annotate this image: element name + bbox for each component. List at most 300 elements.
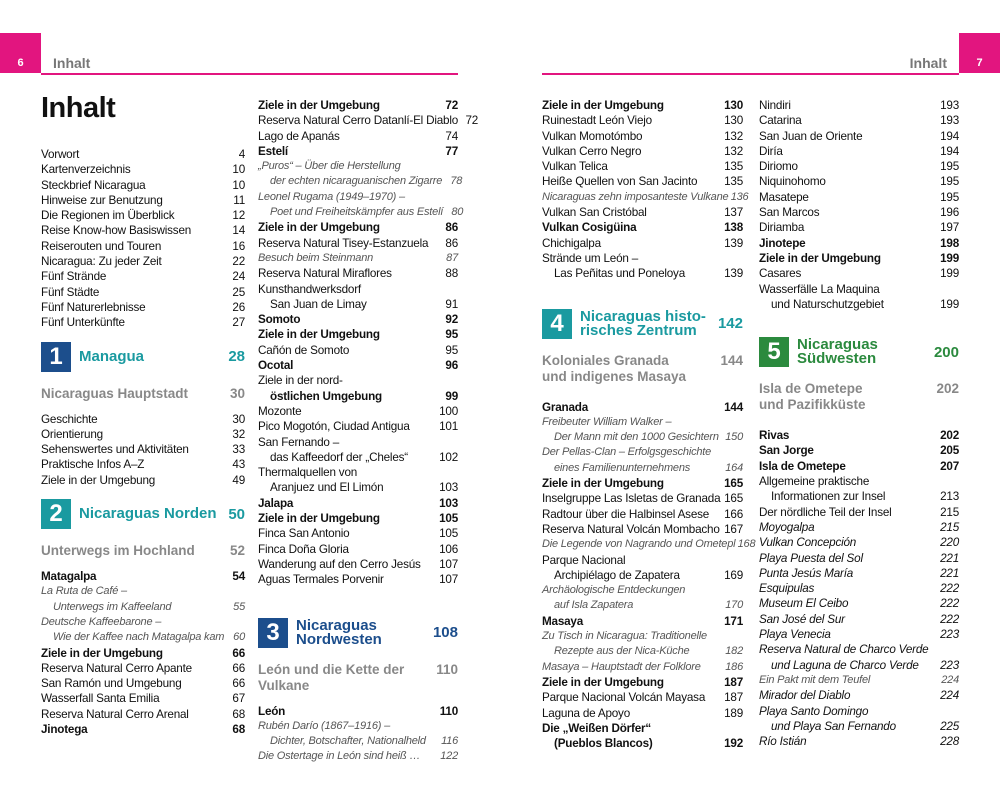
toc-entry-title: La Ruta de Café –	[41, 585, 127, 598]
toc-entry[interactable]	[258, 389, 458, 404]
toc-entry-page: 102	[439, 450, 458, 464]
toc-entry[interactable]	[542, 553, 743, 568]
toc-entry-title: Nindiri	[759, 99, 791, 112]
toc-entry-title: San Jorge	[759, 444, 814, 458]
toc-entry-title: Casares	[759, 267, 802, 281]
toc-entry[interactable]	[759, 428, 959, 443]
toc-entry-page: 222	[940, 612, 959, 626]
toc-entry[interactable]	[542, 491, 743, 506]
chapter-4-heading[interactable]	[542, 309, 743, 339]
toc-entry-title: Rivas	[759, 429, 790, 443]
toc-entry-title: Fünf Strände	[41, 270, 107, 284]
toc-entry-page: 86	[445, 221, 458, 235]
toc-entry-page: 103	[439, 496, 458, 510]
toc-entry[interactable]	[258, 251, 458, 266]
toc-entry[interactable]	[258, 526, 458, 541]
toc-entry-title: Reserva Natural Cerro Arenal	[41, 707, 189, 721]
toc-entry-title: Jinotega	[41, 723, 88, 737]
toc-entry-title: Somoto	[258, 313, 301, 327]
toc-entry-page: 187	[724, 691, 743, 705]
chapter-title-text: Nicaraguas Norden	[79, 505, 217, 523]
toc-entry[interactable]	[542, 266, 743, 281]
section-title: Unterwegs im Hochland	[41, 543, 195, 559]
toc-entry-page: 68	[232, 723, 245, 737]
toc-entry[interactable]	[258, 159, 458, 174]
toc-entry-title: Vulkan San Cristóbal	[542, 206, 647, 220]
toc-entry[interactable]	[542, 144, 743, 159]
page-number-left: 6	[17, 57, 24, 69]
toc-entry[interactable]	[542, 159, 743, 174]
toc-entry[interactable]	[759, 474, 959, 489]
toc-entry-title: Reserva Natural de Charco Verde	[759, 643, 929, 657]
toc-entry-title: Aguas Termales Porvenir	[258, 573, 384, 587]
toc-entry-title: Wie der Kaffee nach Matagalpa kam	[53, 631, 225, 644]
toc-entry-title: Deutsche Kaffeebarone –	[41, 615, 162, 628]
toc-entry[interactable]	[258, 719, 458, 734]
toc-entry-title: Reserva Natural Cerro Apante	[41, 661, 192, 675]
toc-entry-page: 116	[441, 735, 458, 748]
toc-entry[interactable]	[41, 442, 245, 457]
toc-entry-page: 43	[232, 458, 245, 472]
toc-entry[interactable]	[258, 480, 458, 495]
toc-entry[interactable]	[41, 676, 245, 691]
toc-entry-page: 32	[232, 427, 245, 441]
toc-entry[interactable]	[41, 162, 245, 177]
toc-entry[interactable]	[258, 404, 458, 419]
toc-column-1	[41, 92, 245, 737]
toc-entry[interactable]	[759, 144, 959, 159]
toc-entry[interactable]	[41, 269, 245, 284]
toc-entry[interactable]	[759, 627, 959, 642]
chapter-2-heading[interactable]	[41, 499, 245, 529]
toc-entry-page: 222	[940, 582, 959, 596]
toc-entry[interactable]	[41, 707, 245, 722]
toc-entry-title: auf Isla Zapatera	[554, 599, 634, 612]
toc-entry[interactable]	[542, 736, 743, 751]
toc-entry[interactable]	[759, 612, 959, 627]
toc-entry[interactable]	[759, 236, 959, 251]
section-title-line-1: Koloniales Granada	[542, 352, 669, 368]
toc-entry[interactable]	[258, 190, 458, 205]
toc-entry[interactable]	[258, 236, 458, 251]
toc-entry-page: 215	[940, 505, 959, 519]
toc-entry-title: Geschichte	[41, 412, 98, 426]
toc-entry-page: 192	[724, 737, 743, 751]
toc-entry-page: 96	[445, 359, 458, 373]
toc-entry[interactable]	[759, 520, 959, 535]
toc-entry[interactable]	[759, 282, 959, 297]
toc-entry-title: Allgemeine praktische	[759, 475, 870, 489]
toc-entry-title: Las Peñitas und Poneloya	[554, 267, 686, 281]
toc-entry-page: 165	[724, 492, 743, 506]
toc-entry-title: Reserva Natural Miraflores	[258, 267, 392, 281]
toc-entry[interactable]	[759, 266, 959, 281]
toc-entry-page: 91	[445, 297, 458, 311]
chapter-page: 28	[228, 348, 245, 366]
toc-entry-page: 164	[725, 461, 743, 474]
toc-entry[interactable]	[41, 285, 245, 300]
toc-entry[interactable]	[258, 343, 458, 358]
toc-entry[interactable]	[542, 690, 743, 705]
toc-entry-title: Masaya – Hauptstadt der Folklore	[542, 660, 701, 673]
toc-entry-page: 138	[724, 221, 743, 235]
toc-entry[interactable]	[542, 476, 743, 491]
toc-entry[interactable]	[759, 551, 959, 566]
section-title	[759, 381, 866, 413]
toc-entry-page: 221	[940, 566, 959, 580]
chapter-number-badge: 4	[542, 309, 572, 339]
chapter-title	[79, 507, 228, 521]
toc-entry-page: 16	[232, 239, 245, 253]
section-heading[interactable]	[759, 381, 959, 413]
toc-entry-title: Der nördliche Teil der Insel	[759, 505, 892, 519]
toc-entry[interactable]	[258, 282, 458, 297]
toc-entry[interactable]	[542, 445, 743, 460]
toc-entry-page: 132	[724, 129, 743, 143]
toc-entry-title: Masaya	[542, 614, 584, 628]
toc-entry-page: 186	[725, 660, 743, 673]
toc-entry-page: 193	[940, 114, 959, 128]
toc-entry-title: San Juan de Oriente	[759, 129, 863, 143]
toc-entry[interactable]	[258, 358, 458, 373]
toc-entry-title: Playa Santo Domingo	[759, 704, 869, 718]
chapter-3-heading[interactable]	[258, 618, 458, 648]
chapter-title	[580, 307, 718, 339]
toc-entry-title: Pico Mogotón, Ciudad Antigua	[258, 420, 410, 434]
toc-entry-title: San Juan de Limay	[270, 297, 367, 311]
toc-entry[interactable]	[41, 457, 245, 472]
toc-entry[interactable]	[258, 572, 458, 587]
toc-entry[interactable]	[542, 598, 743, 613]
toc-entry-title: Ziele in der Umgebung	[759, 251, 881, 265]
toc-entry[interactable]	[41, 239, 245, 254]
toc-entry[interactable]	[759, 642, 959, 657]
toc-entry-page: 132	[724, 144, 743, 158]
chapter-1-heading[interactable]	[41, 342, 245, 372]
toc-entry-page: 139	[724, 267, 743, 281]
toc-entry-title: Ziele in der Umgebung	[542, 99, 664, 112]
toc-entry[interactable]	[759, 159, 959, 174]
toc-entry[interactable]	[258, 174, 463, 189]
toc-entry-page: 10	[232, 163, 245, 177]
toc-entry-page: 4	[238, 148, 245, 161]
toc-entry[interactable]	[41, 412, 245, 427]
toc-entry[interactable]	[41, 473, 245, 488]
toc-entry-page: 87	[446, 251, 458, 264]
toc-entry-title: Ocotal	[258, 359, 294, 373]
toc-entry-title: Matagalpa	[41, 570, 97, 584]
toc-entry-page: 223	[940, 628, 959, 642]
toc-entry-title: Der Mann mit den 1000 Gesichtern	[554, 431, 719, 444]
toc-entry[interactable]	[542, 220, 743, 235]
toc-entry[interactable]	[542, 400, 743, 415]
toc-entry-title: Vulkan Telica	[542, 160, 608, 174]
toc-entry-title: Parque Nacional	[542, 553, 626, 567]
section-heading[interactable]	[542, 353, 743, 385]
toc-entry-title: Vorwort	[41, 148, 80, 161]
toc-entry[interactable]	[759, 98, 959, 113]
toc-entry-page: 67	[232, 692, 245, 706]
toc-entry[interactable]	[759, 535, 959, 550]
toc-entry-title: Ziele in der Umgebung	[258, 328, 380, 342]
toc-entry[interactable]	[258, 542, 458, 557]
toc-entry[interactable]	[542, 174, 743, 189]
toc-entry[interactable]	[542, 236, 743, 251]
toc-entry[interactable]	[542, 461, 743, 476]
chapter-5-heading[interactable]	[759, 337, 959, 367]
toc-entry[interactable]	[41, 630, 245, 645]
toc-entry[interactable]	[542, 706, 743, 721]
toc-entry[interactable]	[258, 327, 458, 342]
toc-entry-title: Strände um León –	[542, 251, 639, 265]
toc-entry-title: Jinotepe	[759, 236, 806, 250]
toc-entry[interactable]	[542, 675, 743, 690]
toc-entry-page: 213	[940, 490, 959, 504]
toc-entry[interactable]	[759, 205, 959, 220]
toc-entry[interactable]	[258, 496, 458, 511]
toc-entry-page: 110	[439, 704, 458, 718]
toc-entry-title: Der Pellas-Clan – Erfolgsgeschichte	[542, 446, 712, 459]
toc-entry-page: 199	[940, 297, 959, 311]
toc-entry-title: Radtour über die Halbinsel Asese	[542, 507, 710, 521]
toc-entry-page: 33	[232, 443, 245, 457]
toc-entry[interactable]	[759, 505, 959, 520]
toc-entry[interactable]	[41, 254, 245, 269]
toc-entry[interactable]	[41, 722, 245, 737]
toc-entry[interactable]	[41, 584, 245, 599]
toc-entry-page: 99	[445, 389, 458, 403]
toc-entry-page: 150	[725, 431, 743, 444]
toc-entry-title: Parque Nacional Volcán Mayasa	[542, 691, 706, 705]
toc-entry-title: Leonel Rugama (1949–1970) –	[258, 190, 405, 203]
toc-entry-page: 25	[232, 285, 245, 299]
toc-entry-page: 74	[445, 129, 458, 143]
toc-entry[interactable]	[542, 98, 743, 113]
toc-entry[interactable]	[41, 661, 245, 676]
toc-entry-page: 14	[232, 224, 245, 238]
toc-entry-title: Masatepe	[759, 190, 809, 204]
toc-entry-title: Archipiélago de Zapatera	[554, 568, 680, 582]
toc-entry-title: östlichen Umgebung	[270, 389, 382, 403]
toc-entry[interactable]	[759, 113, 959, 128]
toc-entry[interactable]	[759, 658, 959, 673]
toc-entry-title: Orientierung	[41, 427, 103, 441]
toc-entry[interactable]	[41, 147, 245, 162]
toc-entry[interactable]	[258, 704, 458, 719]
toc-entry-title: Heiße Quellen von San Jacinto	[542, 175, 698, 189]
toc-entry[interactable]	[41, 315, 245, 330]
toc-entry-page: 66	[232, 661, 245, 675]
toc-entry[interactable]	[759, 459, 959, 474]
toc-entry-page: 144	[724, 400, 743, 414]
toc-entry[interactable]	[258, 373, 458, 388]
toc-entry[interactable]	[759, 443, 959, 458]
toc-column-2	[258, 98, 479, 765]
toc-entry[interactable]	[542, 660, 743, 675]
toc-entry[interactable]	[258, 98, 458, 113]
chapter-title-line-2: Südwesten	[797, 350, 877, 368]
toc-entry[interactable]	[542, 721, 743, 736]
header-rule-right	[542, 73, 959, 75]
toc-entry-page: 66	[232, 646, 245, 660]
toc-entry-title: Ziele in der Umgebung	[258, 221, 380, 235]
toc-entry[interactable]	[759, 220, 959, 235]
toc-entry[interactable]	[258, 465, 458, 480]
toc-column-4	[759, 98, 959, 749]
toc-entry[interactable]	[258, 220, 458, 235]
toc-entry[interactable]	[759, 489, 959, 504]
toc-entry[interactable]	[542, 537, 756, 552]
chapter-4-continued-list	[759, 98, 959, 312]
toc-entry[interactable]	[41, 569, 245, 584]
chapter-4-list	[542, 400, 756, 752]
toc-entry-title: „Puros“ – Über die Herstellung	[258, 160, 401, 173]
toc-entry-page: 107	[439, 557, 458, 571]
toc-entry[interactable]	[258, 450, 458, 465]
toc-entry[interactable]	[542, 113, 743, 128]
toc-entry[interactable]	[258, 144, 458, 159]
toc-entry-page: 130	[724, 114, 743, 128]
toc-entry-title: Steckbrief Nicaragua	[41, 178, 146, 192]
toc-entry-page: 54	[232, 570, 245, 584]
toc-entry[interactable]	[258, 266, 458, 281]
toc-entry-title: Archäologische Entdeckungen	[542, 584, 686, 597]
toc-entry[interactable]	[41, 178, 245, 193]
toc-entry[interactable]	[258, 557, 458, 572]
toc-entry-title: Kartenverzeichnis	[41, 163, 131, 177]
toc-entry-page: 122	[440, 750, 458, 763]
toc-entry[interactable]	[759, 174, 959, 189]
page-title: Inhalt	[41, 92, 116, 124]
toc-entry-page: 92	[445, 313, 458, 327]
section-title	[542, 353, 686, 385]
toc-entry-title: Niquinohomo	[759, 175, 826, 189]
toc-entry-title: Jalapa	[258, 496, 294, 510]
toc-entry-title: Wasserfälle La Maquina	[759, 282, 880, 296]
toc-entry-title: und Naturschutzgebiet	[771, 297, 884, 311]
toc-entry[interactable]	[41, 193, 245, 208]
toc-entry-title: Aranjuez und El Limón	[270, 481, 384, 495]
toc-entry[interactable]	[759, 719, 959, 734]
toc-entry-title: Vulkan Momotómbo	[542, 129, 643, 143]
intro-list	[41, 147, 245, 331]
toc-column-3	[542, 98, 756, 751]
chapter-5-list	[759, 428, 959, 749]
toc-entry[interactable]	[41, 691, 245, 706]
toc-entry-title: Diriamba	[759, 221, 805, 235]
toc-entry[interactable]	[759, 596, 959, 611]
toc-entry[interactable]	[41, 223, 245, 238]
toc-entry[interactable]	[542, 205, 743, 220]
toc-entry-page: 12	[232, 209, 245, 223]
toc-entry[interactable]	[258, 129, 458, 144]
toc-entry[interactable]	[542, 190, 749, 205]
chapter-page: 200	[933, 343, 959, 361]
toc-entry[interactable]	[41, 208, 245, 223]
toc-entry-page: 205	[940, 444, 959, 458]
toc-entry[interactable]	[41, 300, 245, 315]
toc-entry-title: Reserva Natural Tisey-Estanzuela	[258, 236, 429, 250]
running-head-left: Inhalt	[53, 55, 91, 71]
toc-entry[interactable]	[258, 511, 458, 526]
toc-entry[interactable]	[258, 435, 458, 450]
toc-entry[interactable]	[258, 419, 458, 434]
toc-entry[interactable]	[41, 600, 245, 615]
toc-entry-page: 189	[724, 706, 743, 720]
section-heading[interactable]	[41, 386, 245, 402]
toc-entry-title: Laguna de Apoyo	[542, 706, 630, 720]
toc-entry[interactable]	[258, 113, 479, 128]
toc-entry[interactable]	[759, 566, 959, 581]
toc-entry[interactable]	[258, 749, 458, 764]
toc-entry[interactable]	[759, 251, 959, 266]
toc-entry-title: eines Familienunternehmens	[554, 461, 691, 474]
toc-entry[interactable]	[759, 297, 959, 312]
toc-entry-title: Praktische Infos A–Z	[41, 458, 145, 472]
toc-entry[interactable]	[542, 129, 743, 144]
header-rule-left	[41, 73, 458, 75]
running-head-right: Inhalt	[909, 55, 947, 71]
toc-entry-title: Hinweise zur Benutzung	[41, 193, 163, 207]
toc-entry[interactable]	[542, 583, 743, 598]
toc-entry[interactable]	[542, 251, 743, 266]
toc-entry-page: 170	[725, 599, 743, 612]
toc-entry[interactable]	[542, 629, 743, 644]
toc-entry-page: 199	[940, 267, 959, 281]
page-number-tab-right	[959, 33, 1000, 73]
toc-entry[interactable]	[542, 522, 743, 537]
toc-entry[interactable]	[258, 297, 458, 312]
toc-entry-title: Cañón de Somoto	[258, 343, 350, 357]
toc-entry[interactable]	[258, 734, 458, 749]
section-heading[interactable]	[41, 543, 245, 559]
toc-entry-page: 207	[940, 459, 959, 473]
toc-entry[interactable]	[542, 415, 743, 430]
toc-entry[interactable]	[759, 581, 959, 596]
toc-entry[interactable]	[542, 430, 743, 445]
toc-entry[interactable]	[41, 615, 245, 630]
toc-entry[interactable]	[759, 688, 959, 703]
toc-entry-page: 224	[941, 673, 959, 686]
toc-entry[interactable]	[759, 734, 959, 749]
toc-entry[interactable]	[41, 646, 245, 661]
toc-entry[interactable]	[759, 129, 959, 144]
chapter-page: 142	[717, 315, 743, 333]
section-heading[interactable]	[258, 662, 458, 694]
toc-entry-title: San José del Sur	[759, 612, 845, 626]
toc-entry-page: 194	[940, 129, 959, 143]
toc-entry[interactable]	[542, 614, 743, 629]
toc-entry-title: Estelí	[258, 144, 288, 158]
toc-entry-page: 80	[451, 206, 464, 219]
toc-entry-page: 135	[724, 160, 743, 174]
toc-entry[interactable]	[258, 205, 464, 220]
toc-entry[interactable]	[759, 190, 959, 205]
chapter-page: 108	[432, 624, 458, 641]
toc-entry-title: Rubén Darío (1867–1916) –	[258, 719, 390, 732]
toc-entry[interactable]	[759, 704, 959, 719]
toc-entry[interactable]	[258, 312, 458, 327]
toc-entry[interactable]	[542, 507, 743, 522]
toc-entry-page: 130	[724, 99, 743, 112]
toc-entry-page: 103	[439, 481, 458, 495]
toc-entry[interactable]	[41, 427, 245, 442]
toc-entry-page: 11	[233, 193, 245, 207]
toc-entry[interactable]	[542, 568, 743, 583]
toc-entry[interactable]	[759, 673, 959, 688]
toc-entry-page: 136	[730, 190, 749, 203]
toc-entry[interactable]	[542, 644, 743, 659]
